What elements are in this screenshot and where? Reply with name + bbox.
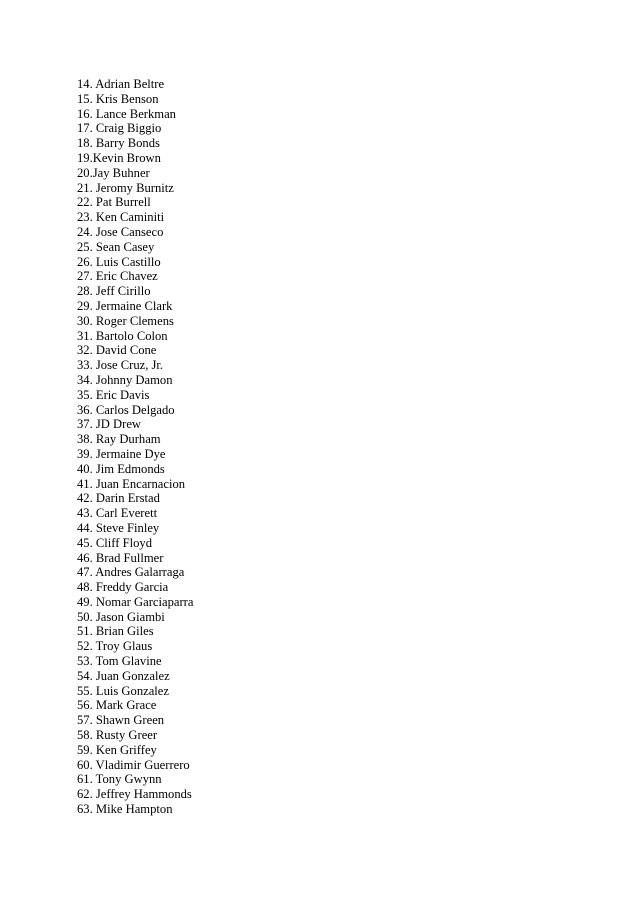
list-item: 37. JD Drew [77,417,142,432]
list-item: 63. Mike Hampton [77,802,173,817]
list-item: 34. Johnny Damon [77,372,173,387]
list-item: 25. Sean Casey [77,239,155,254]
list-item: 18. Barry Bonds [77,136,160,151]
list-item: 51. Brian Giles [77,624,154,639]
list-item: 27. Eric Chavez [77,269,158,284]
list-item: 32. David Cone [77,343,157,358]
list-item: 22. Pat Burrell [77,195,151,210]
list-item: 61. Tony Gwynn [77,772,162,787]
list-item: 26. Luis Castillo [77,254,161,269]
list-item: 35. Eric Davis [77,387,150,402]
list-item: 19.Kevin Brown [77,150,161,165]
list-item: 31. Bartolo Colon [77,328,168,343]
list-item: 62. Jeffrey Hammonds [77,787,192,802]
list-item: 42. Darin Erstad [77,491,160,506]
list-item: 16. Lance Berkman [77,106,176,121]
list-item: 44. Steve Finley [77,520,160,535]
list-item: 58. Rusty Greer [77,728,158,743]
list-item: 56. Mark Grace [77,698,157,713]
list-item: 29. Jermaine Clark [77,298,173,313]
list-item: 53. Tom Glavine [77,654,162,669]
list-item: 47. Andres Galarraga [77,565,185,580]
list-item: 17. Craig Biggio [77,121,162,136]
list-item: 33. Jose Cruz, Jr. [77,358,164,373]
list-item: 60. Vladimir Guerrero [77,757,190,772]
player-list [77,77,193,817]
list-item: 28. Jeff Cirillo [77,284,151,299]
list-item: 41. Juan Encarnacion [77,476,186,491]
list-item: 52. Troy Glaus [77,639,153,654]
list-item: 57. Shawn Green [77,713,165,728]
list-item: 50. Jason Giambi [77,609,165,624]
list-item: 46. Brad Fullmer [77,550,164,565]
list-item: 45. Cliff Floyd [77,535,152,550]
list-item: 48. Freddy Garcia [77,580,169,595]
list-item: 40. Jim Edmonds [77,461,165,476]
list-item: 36. Carlos Delgado [77,402,175,417]
list-item: 21. Jeromy Burnitz [77,180,174,195]
list-item: 54. Juan Gonzalez [77,668,170,683]
list-item: 24. Jose Canseco [77,224,164,239]
list-item: 39. Jermaine Dye [77,446,166,461]
list-item: 20.Jay Buhner [77,165,150,180]
list-item: 38. Ray Durham [77,432,161,447]
list-item: 15. Kris Benson [77,91,159,106]
list-item: 14. Adrian Beltre [77,77,165,91]
list-item: 43. Carl Everett [77,506,158,521]
list-item: 59. Ken Griffey [77,742,157,757]
list-item: 49. Nomar Garciaparra [77,594,194,609]
list-item: 30. Roger Clemens [77,313,174,328]
list-item: 55. Luis Gonzalez [77,683,169,698]
list-item: 23. Ken Caminiti [77,210,165,225]
